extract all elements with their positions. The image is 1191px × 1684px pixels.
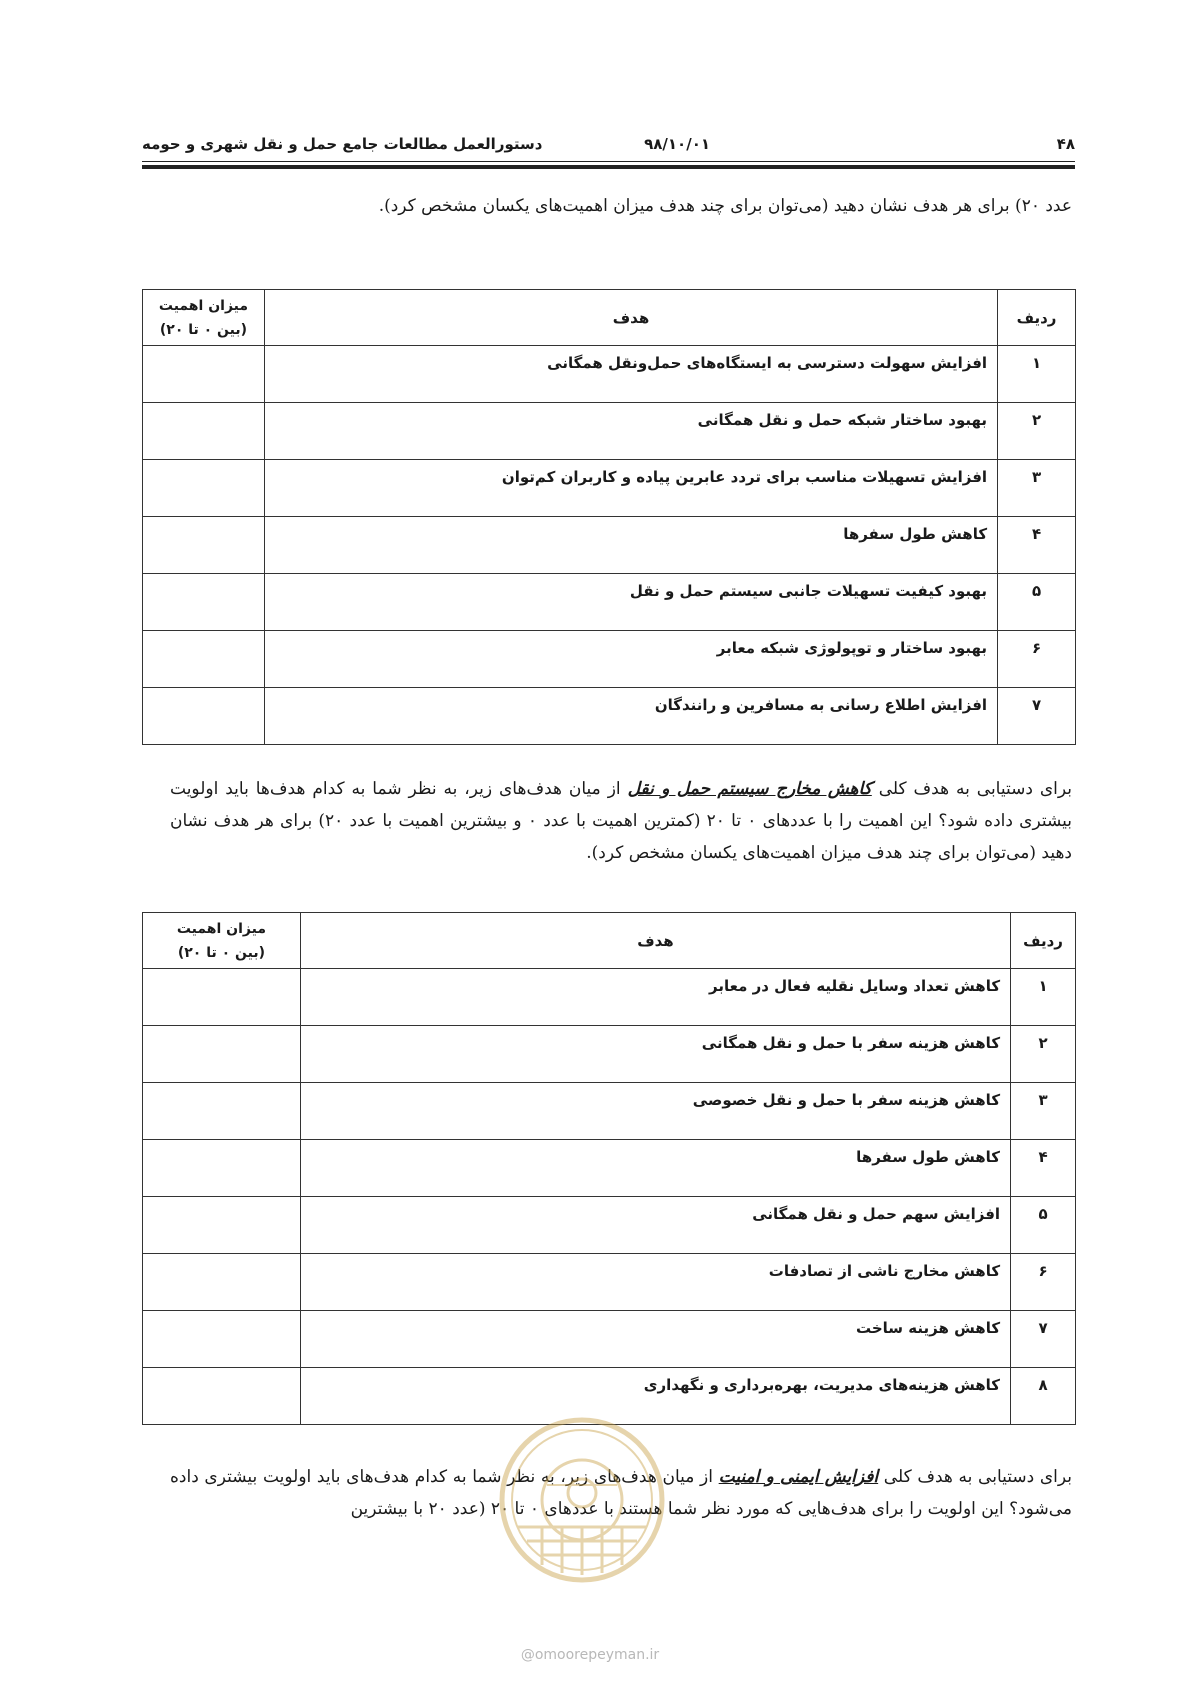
importance-cell[interactable] (143, 1311, 301, 1368)
row-number: ۴ (1011, 1140, 1076, 1197)
table-row (143, 1197, 1076, 1254)
importance-cell[interactable] (143, 969, 301, 1026)
importance-cell[interactable] (143, 1254, 301, 1311)
importance-cell[interactable] (143, 1197, 301, 1254)
goal-text: کاهش تعداد وسایل نقلیه فعال در معابر (300, 969, 1010, 1026)
watermark-url: @omoorepeyman.ir (520, 1647, 660, 1663)
goal-text: بهبود کیفیت تسهیلات جانبی سیستم حمل و نقل (264, 574, 997, 631)
table-row (143, 969, 1076, 1026)
column-header-importance (143, 913, 301, 969)
goals-table-1 (142, 289, 1076, 745)
importance-cell[interactable] (143, 1368, 301, 1425)
header-title: دستورالعمل مطالعات جامع حمل و نقل شهری و حومه (142, 135, 543, 153)
table-row (143, 346, 1076, 403)
table-row (143, 1254, 1076, 1311)
intro-continuation: عدد ۲۰) برای هر هدف نشان دهید (می‌توان برای چند هدف میزان اهمیت‌های یکسان مشخص کرد). (378, 196, 1072, 216)
row-number: ۵ (998, 574, 1076, 631)
column-header-goal: هدف (300, 913, 1010, 969)
goal-text: کاهش هزینه سفر با حمل و نقل همگانی (300, 1026, 1010, 1083)
page-header (142, 124, 1075, 162)
row-number: ۶ (998, 631, 1076, 688)
table-row (143, 574, 1076, 631)
paragraph-text-before: برای دستیابی به هدف کلی (871, 779, 1072, 799)
importance-cell[interactable] (143, 1083, 301, 1140)
table-row (143, 1140, 1076, 1197)
table-header-row (143, 913, 1076, 969)
table-row (143, 460, 1076, 517)
importance-range: (بین ۰ تا ۲۰) (159, 321, 248, 338)
row-number: ۳ (1011, 1083, 1076, 1140)
table-row (143, 403, 1076, 460)
goal-text: افزایش سهولت دسترسی به ایستگاه‌های حمل‌ونقل همگانی (264, 346, 997, 403)
importance-cell[interactable] (143, 631, 265, 688)
row-number: ۸ (1011, 1368, 1076, 1425)
header-rule-thick (142, 165, 1075, 169)
row-number: ۲ (1011, 1026, 1076, 1083)
row-number: ۴ (998, 517, 1076, 574)
importance-label: میزان اهمیت (176, 920, 266, 937)
goals-table-2 (142, 912, 1076, 1425)
table-row (143, 688, 1076, 745)
importance-label: میزان اهمیت (158, 297, 249, 314)
paragraph-text-after: از میان هدف‌های زیر، به نظر شما به کدام هدف‌های باید اولویت بیشتری داده می‌شود؟ این اولویت را برای هدف‌هایی که مورد نظر شما هستند با عددهای ۰ تا ۲۰ (عدد ۲۰ با بیشترین (170, 1467, 1072, 1519)
paragraph-cost-reduction (170, 773, 1072, 869)
importance-range: (بین ۰ تا ۲۰) (177, 944, 266, 961)
header-date: ۹۸/۱۰/۰۱ (644, 135, 710, 153)
row-number: ۲ (998, 403, 1076, 460)
table-row (143, 517, 1076, 574)
column-header-goal: هدف (264, 290, 997, 346)
importance-cell[interactable] (143, 517, 265, 574)
goal-text: بهبود ساختار شبکه حمل و نقل همگانی (264, 403, 997, 460)
emphasized-goal: کاهش مخارج سیستم حمل و نقل (627, 779, 872, 799)
paragraph-text-after: از میان هدف‌های زیر، به نظر شما به کدام هدف‌ها باید اولویت بیشتری داده شود؟ این اهمیت را با عددهای ۰ تا ۲۰ (کمترین اهمیت با عدد ۰ و بیشترین اهمیت با عدد ۲۰) برای هر هدف نشان دهید (می‌توان برای چند هدف میزان اهمیت‌های یکسان مشخص کرد). (170, 779, 1072, 863)
importance-cell[interactable] (143, 1026, 301, 1083)
column-header-row-number: ردیف (998, 290, 1076, 346)
importance-cell[interactable] (143, 574, 265, 631)
goal-text: افزایش تسهیلات مناسب برای تردد عابرین پیاده و کاربران کم‌توان (264, 460, 997, 517)
goal-text: کاهش هزینه سفر با حمل و نقل خصوصی (300, 1083, 1010, 1140)
goal-text: کاهش هزینه‌های مدیریت، بهره‌برداری و نگهداری (300, 1368, 1010, 1425)
importance-cell[interactable] (143, 460, 265, 517)
goal-text: افزایش اطلاع رسانی به مسافرین و رانندگان (264, 688, 997, 745)
header-rule-thin (142, 161, 1075, 162)
importance-cell[interactable] (143, 403, 265, 460)
goal-text: افزایش سهم حمل و نقل همگانی (300, 1197, 1010, 1254)
row-number: ۳ (998, 460, 1076, 517)
row-number: ۷ (1011, 1311, 1076, 1368)
importance-cell[interactable] (143, 1140, 301, 1197)
goal-text: کاهش طول سفرها (264, 517, 997, 574)
goal-text: بهبود ساختار و توپولوژی شبکه معابر (264, 631, 997, 688)
column-header-importance (143, 290, 265, 346)
goal-text: کاهش هزینه ساخت (300, 1311, 1010, 1368)
importance-cell[interactable] (143, 688, 265, 745)
row-number: ۱ (998, 346, 1076, 403)
row-number: ۱ (1011, 969, 1076, 1026)
paragraph-text-before: برای دستیابی به هدف کلی (878, 1467, 1073, 1487)
table-row (143, 631, 1076, 688)
table-row (143, 1083, 1076, 1140)
row-number: ۵ (1011, 1197, 1076, 1254)
row-number: ۶ (1011, 1254, 1076, 1311)
page-number: ۴۸ (1056, 135, 1075, 153)
table-row (143, 1026, 1076, 1083)
table-row (143, 1311, 1076, 1368)
importance-cell[interactable] (143, 346, 265, 403)
goal-text: کاهش مخارج ناشی از تصادفات (300, 1254, 1010, 1311)
row-number: ۷ (998, 688, 1076, 745)
watermark-seal-icon (497, 1415, 667, 1585)
emphasized-goal: افزایش ایمنی و امنیت (718, 1467, 879, 1487)
table-header-row (143, 290, 1076, 346)
column-header-row-number: ردیف (1011, 913, 1076, 969)
goal-text: کاهش طول سفرها (300, 1140, 1010, 1197)
